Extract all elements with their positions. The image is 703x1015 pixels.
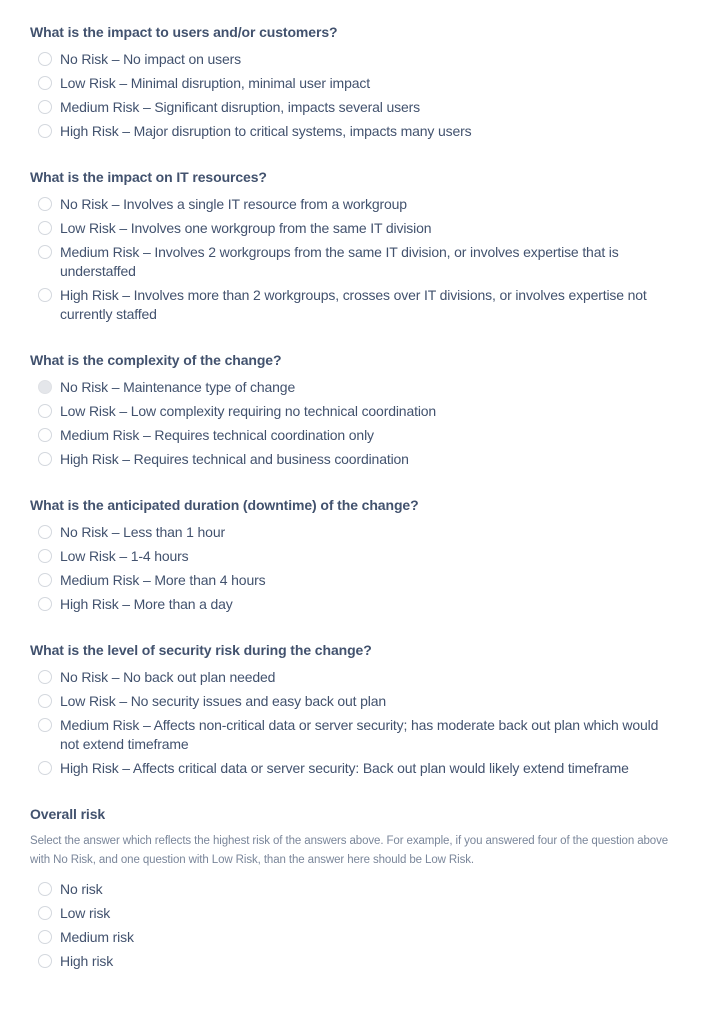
radio-option-label: Medium Risk – Significant disruption, impacts several users: [60, 99, 420, 115]
radio-option[interactable]: [38, 74, 673, 93]
radio-button-icon[interactable]: [38, 100, 52, 114]
radio-button-icon[interactable]: [38, 288, 52, 302]
radio-option[interactable]: [38, 716, 673, 754]
question-block: [30, 806, 673, 971]
radio-option[interactable]: [38, 219, 673, 238]
radio-option-label: High Risk – Affects critical data or server security: Back out plan would likely extend timeframe: [60, 760, 629, 776]
radio-option[interactable]: [38, 426, 673, 445]
question-block: [30, 497, 673, 614]
radio-option[interactable]: [38, 243, 673, 281]
radio-button-icon[interactable]: [38, 670, 52, 684]
radio-button-icon[interactable]: [38, 452, 52, 466]
radio-option[interactable]: [38, 98, 673, 117]
radio-option-label: Low Risk – Involves one workgroup from the same IT division: [60, 220, 432, 236]
radio-option[interactable]: [38, 50, 673, 69]
radio-option-label: Low Risk – 1-4 hours: [60, 548, 189, 564]
radio-option-label: Low Risk – Minimal disruption, minimal user impact: [60, 75, 370, 91]
question-block: [30, 352, 673, 469]
question-label: What is the complexity of the change?: [30, 352, 282, 368]
radio-option-label: No Risk – Less than 1 hour: [60, 524, 225, 540]
radio-option[interactable]: [38, 904, 673, 923]
radio-option[interactable]: [38, 547, 673, 566]
radio-button-icon[interactable]: [38, 404, 52, 418]
radio-option[interactable]: [38, 952, 673, 971]
radio-options-group: [38, 195, 673, 324]
radio-option-label: No Risk – Involves a single IT resource from a workgroup: [60, 196, 407, 212]
question-block: [30, 642, 673, 778]
radio-button-icon[interactable]: [38, 573, 52, 587]
radio-options-group: [38, 880, 673, 971]
radio-option-label: Medium Risk – Affects non-critical data or server security; has moderate back out plan which would not extend timeframe: [60, 717, 659, 752]
question-label: What is the anticipated duration (downtime) of the change?: [30, 497, 419, 513]
question-block: [30, 169, 673, 324]
radio-option-label: Medium Risk – Involves 2 workgroups from the same IT division, or involves expertise that is understaffed: [60, 244, 619, 279]
question-description: Select the answer which reflects the highest risk of the answers above. For example, if you answered four of the question above with No Risk, and one question with Low Risk, than the answer here should be Low Risk.: [30, 835, 669, 866]
radio-option-label: High Risk – Major disruption to critical systems, impacts many users: [60, 123, 472, 139]
radio-option-label: No Risk – No impact on users: [60, 51, 241, 67]
radio-button-icon[interactable]: [38, 76, 52, 90]
radio-button-icon[interactable]: [38, 124, 52, 138]
radio-option-label: Low Risk – Low complexity requiring no technical coordination: [60, 403, 437, 419]
radio-button-icon[interactable]: [38, 597, 52, 611]
radio-option-label: High Risk – More than a day: [60, 596, 233, 612]
radio-button-icon[interactable]: [38, 694, 52, 708]
radio-button-icon[interactable]: [38, 245, 52, 259]
radio-option-label: No risk: [60, 881, 103, 897]
radio-option-label: High Risk – Involves more than 2 workgroups, crosses over IT divisions, or involves expertise not currently staffed: [60, 287, 647, 322]
radio-options-group: [38, 50, 673, 141]
question-label: What is the impact to users and/or customers?: [30, 24, 338, 40]
radio-button-icon[interactable]: [38, 221, 52, 235]
radio-button-icon[interactable]: [38, 380, 52, 394]
radio-option-label: High risk: [60, 953, 114, 969]
radio-option-label: Medium Risk – More than 4 hours: [60, 572, 266, 588]
radio-option[interactable]: [38, 286, 673, 324]
radio-button-icon[interactable]: [38, 718, 52, 732]
radio-button-icon[interactable]: [38, 549, 52, 563]
question-label: Overall risk: [30, 806, 106, 822]
radio-option-label: Low Risk – No security issues and easy back out plan: [60, 693, 387, 709]
radio-button-icon[interactable]: [38, 525, 52, 539]
question-label: What is the impact on IT resources?: [30, 169, 267, 185]
radio-option-label: Medium Risk – Requires technical coordination only: [60, 427, 374, 443]
radio-button-icon[interactable]: [38, 52, 52, 66]
radio-option[interactable]: [38, 378, 673, 397]
radio-option[interactable]: [38, 571, 673, 590]
radio-option[interactable]: [38, 402, 673, 421]
radio-button-icon[interactable]: [38, 428, 52, 442]
radio-option[interactable]: [38, 692, 673, 711]
radio-button-icon[interactable]: [38, 930, 52, 944]
radio-options-group: [38, 523, 673, 614]
radio-option[interactable]: [38, 880, 673, 899]
radio-option[interactable]: [38, 668, 673, 687]
radio-option[interactable]: [38, 450, 673, 469]
question-block: [30, 24, 673, 141]
radio-option-label: Medium risk: [60, 929, 134, 945]
question-label: What is the level of security risk during the change?: [30, 642, 372, 658]
radio-button-icon[interactable]: [38, 906, 52, 920]
radio-option[interactable]: [38, 595, 673, 614]
radio-option-label: Low risk: [60, 905, 111, 921]
radio-options-group: [38, 378, 673, 469]
radio-option-label: High Risk – Requires technical and business coordination: [60, 451, 409, 467]
radio-option[interactable]: [38, 759, 673, 778]
radio-button-icon[interactable]: [38, 954, 52, 968]
radio-option-label: No Risk – No back out plan needed: [60, 669, 276, 685]
radio-button-icon[interactable]: [38, 761, 52, 775]
radio-option[interactable]: [38, 928, 673, 947]
radio-option-label: No Risk – Maintenance type of change: [60, 379, 296, 395]
radio-button-icon[interactable]: [38, 882, 52, 896]
radio-option[interactable]: [38, 195, 673, 214]
radio-option[interactable]: [38, 122, 673, 141]
radio-options-group: [38, 668, 673, 778]
radio-option[interactable]: [38, 523, 673, 542]
radio-button-icon[interactable]: [38, 197, 52, 211]
